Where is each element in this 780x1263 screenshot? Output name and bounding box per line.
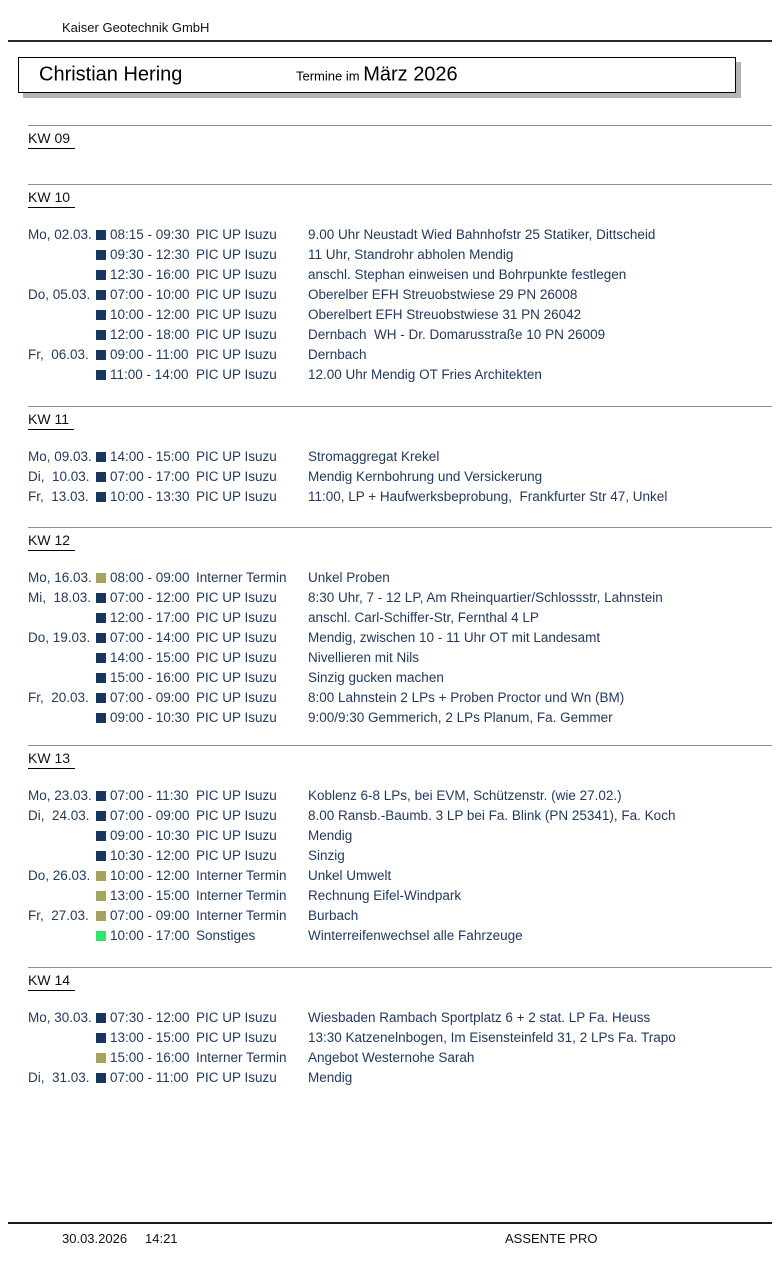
- appointment-rows: [0, 1007, 780, 1087]
- time-range-cell: 10:00 - 17:00: [110, 928, 190, 943]
- time-range-cell: 09:00 - 10:30: [110, 828, 190, 843]
- description-cell: Oberelbert EFH Streuobstwiese 31 PN 26042: [308, 307, 582, 322]
- time-range-cell: 14:00 - 15:00: [110, 449, 190, 464]
- category-cell: PIC UP Isuzu: [196, 808, 277, 823]
- category-color-icon: [96, 653, 106, 663]
- time-range-cell: 14:00 - 15:00: [110, 650, 190, 665]
- appointment-row: [0, 224, 780, 244]
- description-cell: anschl. Stephan einweisen und Bohrpunkte festlegen: [308, 267, 627, 282]
- appointment-row: [0, 1067, 780, 1087]
- appointment-row: [0, 627, 780, 647]
- description-cell: 11 Uhr, Standrohr abholen Mendig: [308, 247, 514, 262]
- title-box: [18, 57, 736, 93]
- category-color-icon: [96, 693, 106, 703]
- category-cell: PIC UP Isuzu: [196, 590, 277, 605]
- category-cell: PIC UP Isuzu: [196, 788, 277, 803]
- day-date-cell: Do, 26.03.: [28, 868, 91, 883]
- description-cell: Mendig Kernbohrung und Versickerung: [308, 469, 543, 484]
- category-cell: PIC UP Isuzu: [196, 449, 277, 464]
- appointment-row: [0, 885, 780, 905]
- category-color-icon: [96, 573, 106, 583]
- week-divider: [28, 184, 772, 185]
- description-cell: 11:00, LP + Haufwerksbeprobung, Frankfurter Str 47, Unkel: [308, 489, 668, 504]
- category-color-icon: [96, 891, 106, 901]
- appointment-rows: [0, 785, 780, 945]
- time-range-cell: 07:00 - 17:00: [110, 469, 190, 484]
- category-cell: PIC UP Isuzu: [196, 287, 277, 302]
- category-cell: PIC UP Isuzu: [196, 327, 277, 342]
- description-cell: Dernbach: [308, 347, 367, 362]
- appointment-row: [0, 1047, 780, 1067]
- time-range-cell: 07:00 - 11:00: [110, 1070, 189, 1085]
- category-cell: PIC UP Isuzu: [196, 367, 277, 382]
- description-cell: 8:00 Lahnstein 2 LPs + Proben Proctor und Wn (BM): [308, 690, 625, 705]
- category-cell: Interner Termin: [196, 908, 287, 923]
- time-range-cell: 10:00 - 12:00: [110, 868, 190, 883]
- appointment-row: [0, 687, 780, 707]
- appointment-row: [0, 486, 780, 506]
- category-cell: PIC UP Isuzu: [196, 1070, 277, 1085]
- description-cell: Koblenz 6-8 LPs, bei EVM, Schützenstr. (wie 27.02.): [308, 788, 622, 803]
- category-color-icon: [96, 851, 106, 861]
- week-label: KW 13: [28, 750, 75, 769]
- appointment-row: [0, 707, 780, 727]
- appointment-row: [0, 667, 780, 687]
- time-range-cell: 08:00 - 09:00: [110, 570, 190, 585]
- day-date-cell: Do, 19.03.: [28, 630, 91, 645]
- footer-divider: [8, 1222, 772, 1224]
- category-color-icon: [96, 911, 106, 921]
- description-cell: Sinzig: [308, 848, 345, 863]
- time-range-cell: 12:30 - 16:00: [110, 267, 190, 282]
- appointment-row: [0, 567, 780, 587]
- appointment-row: [0, 647, 780, 667]
- week-label: KW 14: [28, 972, 75, 991]
- app-name: ASSENTE PRO: [505, 1231, 598, 1246]
- appointment-row: [0, 925, 780, 945]
- description-cell: Mendig, zwischen 10 - 11 Uhr OT mit Landesamt: [308, 630, 601, 645]
- category-color-icon: [96, 1053, 106, 1063]
- category-cell: PIC UP Isuzu: [196, 267, 277, 282]
- description-cell: Dernbach WH - Dr. Domarusstraße 10 PN 26009: [308, 327, 606, 342]
- day-date-cell: Fr, 27.03.: [28, 908, 89, 923]
- appointment-row: [0, 304, 780, 324]
- appointment-row: [0, 587, 780, 607]
- category-color-icon: [96, 230, 106, 240]
- week-label: KW 10: [28, 189, 75, 208]
- time-range-cell: 07:00 - 10:00: [110, 287, 190, 302]
- description-cell: Unkel Proben: [308, 570, 390, 585]
- category-cell: PIC UP Isuzu: [196, 489, 277, 504]
- appointment-row: [0, 865, 780, 885]
- time-range-cell: 09:00 - 10:30: [110, 710, 190, 725]
- time-range-cell: 15:00 - 16:00: [110, 670, 190, 685]
- category-cell: PIC UP Isuzu: [196, 610, 277, 625]
- appointment-row: [0, 466, 780, 486]
- time-range-cell: 15:00 - 16:00: [110, 1050, 190, 1065]
- appointment-row: [0, 905, 780, 925]
- week-divider: [28, 967, 772, 968]
- day-date-cell: Mo, 09.03.: [28, 449, 92, 464]
- category-color-icon: [96, 472, 106, 482]
- category-color-icon: [96, 452, 106, 462]
- appointment-row: [0, 845, 780, 865]
- category-color-icon: [96, 290, 106, 300]
- category-color-icon: [96, 492, 106, 502]
- description-cell: Rechnung Eifel-Windpark: [308, 888, 462, 903]
- category-cell: PIC UP Isuzu: [196, 227, 277, 242]
- day-date-cell: Mi, 18.03.: [28, 590, 92, 605]
- time-range-cell: 07:00 - 09:00: [110, 908, 190, 923]
- appointment-row: [0, 244, 780, 264]
- description-cell: 13:30 Katzenelnbogen, Im Eisensteinfeld 31, 2 LPs Fa. Trapo: [308, 1030, 676, 1045]
- time-range-cell: 08:15 - 09:30: [110, 227, 190, 242]
- category-color-icon: [96, 831, 106, 841]
- category-color-icon: [96, 310, 106, 320]
- time-range-cell: 07:00 - 11:30: [110, 788, 189, 803]
- time-range-cell: 09:30 - 12:30: [110, 247, 190, 262]
- person-name: Christian Hering: [39, 63, 183, 86]
- time-range-cell: 07:00 - 09:00: [110, 808, 190, 823]
- category-color-icon: [96, 1033, 106, 1043]
- appointment-row: [0, 785, 780, 805]
- category-cell: Interner Termin: [196, 868, 287, 883]
- category-cell: PIC UP Isuzu: [196, 650, 277, 665]
- description-cell: 12.00 Uhr Mendig OT Fries Architekten: [308, 367, 542, 382]
- description-cell: 9:00/9:30 Gemmerich, 2 LPs Planum, Fa. Gemmer: [308, 710, 613, 725]
- week-divider: [28, 125, 772, 126]
- category-cell: Sonstiges: [196, 928, 256, 943]
- category-cell: Interner Termin: [196, 888, 287, 903]
- appointment-rows: [0, 446, 780, 506]
- time-range-cell: 07:00 - 12:00: [110, 590, 190, 605]
- category-cell: PIC UP Isuzu: [196, 630, 277, 645]
- week-divider: [28, 745, 772, 746]
- description-cell: 8:30 Uhr, 7 - 12 LP, Am Rheinquartier/Schlossstr, Lahnstein: [308, 590, 663, 605]
- category-color-icon: [96, 370, 106, 380]
- day-date-cell: Fr, 06.03.: [28, 347, 89, 362]
- appointment-rows: [0, 224, 780, 384]
- appointment-row: [0, 344, 780, 364]
- description-cell: 8.00 Ransb.-Baumb. 3 LP bei Fa. Blink (PN 25341), Fa. Koch: [308, 808, 676, 823]
- time-range-cell: 13:00 - 15:00: [110, 888, 190, 903]
- category-cell: PIC UP Isuzu: [196, 247, 277, 262]
- description-cell: Mendig: [308, 828, 353, 843]
- category-color-icon: [96, 330, 106, 340]
- day-date-cell: Di, 31.03.: [28, 1070, 90, 1085]
- description-cell: anschl. Carl-Schiffer-Str, Fernthal 4 LP: [308, 610, 539, 625]
- category-color-icon: [96, 673, 106, 683]
- week-divider: [28, 527, 772, 528]
- category-color-icon: [96, 1013, 106, 1023]
- description-cell: Burbach: [308, 908, 359, 923]
- day-date-cell: Mo, 02.03.: [28, 227, 92, 242]
- category-color-icon: [96, 791, 106, 801]
- time-range-cell: 11:00 - 14:00: [110, 367, 189, 382]
- title-prefix: Termine im: [296, 68, 364, 84]
- header-divider: [8, 40, 772, 42]
- description-cell: Winterreifenwechsel alle Fahrzeuge: [308, 928, 523, 943]
- print-time: 14:21: [145, 1231, 178, 1246]
- category-color-icon: [96, 811, 106, 821]
- appointment-row: [0, 364, 780, 384]
- week-label: KW 11: [28, 411, 74, 430]
- week-label: KW 12: [28, 532, 75, 551]
- description-cell: Stromaggregat Krekel: [308, 449, 440, 464]
- description-cell: Mendig: [308, 1070, 353, 1085]
- category-color-icon: [96, 350, 106, 360]
- time-range-cell: 10:30 - 12:00: [110, 848, 190, 863]
- category-color-icon: [96, 613, 106, 623]
- week-label: KW 09: [28, 130, 75, 149]
- category-cell: PIC UP Isuzu: [196, 710, 277, 725]
- week-divider: [28, 406, 772, 407]
- category-cell: PIC UP Isuzu: [196, 347, 277, 362]
- day-date-cell: Di, 10.03.: [28, 469, 90, 484]
- description-cell: Oberelber EFH Streuobstwiese 29 PN 26008: [308, 287, 578, 302]
- description-cell: Nivellieren mit Nils: [308, 650, 420, 665]
- appointment-row: [0, 264, 780, 284]
- appointment-row: [0, 446, 780, 466]
- category-color-icon: [96, 931, 106, 941]
- report-title: [296, 64, 458, 87]
- time-range-cell: 09:00 - 11:00: [110, 347, 189, 362]
- category-color-icon: [96, 250, 106, 260]
- appointment-rows: [0, 567, 780, 727]
- description-cell: Unkel Umwelt: [308, 868, 392, 883]
- description-cell: Sinzig gucken machen: [308, 670, 444, 685]
- title-month: März 2026: [363, 63, 458, 86]
- day-date-cell: Mo, 23.03.: [28, 788, 92, 803]
- time-range-cell: 10:00 - 13:30: [110, 489, 190, 504]
- time-range-cell: 12:00 - 18:00: [110, 327, 190, 342]
- category-cell: PIC UP Isuzu: [196, 469, 277, 484]
- appointment-row: [0, 1007, 780, 1027]
- category-color-icon: [96, 593, 106, 603]
- description-cell: 9.00 Uhr Neustadt Wied Bahnhofstr 25 Statiker, Dittscheid: [308, 227, 656, 242]
- print-date: 30.03.2026: [62, 1231, 128, 1246]
- category-cell: PIC UP Isuzu: [196, 307, 277, 322]
- day-date-cell: Di, 24.03.: [28, 808, 90, 823]
- category-cell: PIC UP Isuzu: [196, 1030, 277, 1045]
- day-date-cell: Mo, 30.03.: [28, 1010, 92, 1025]
- category-cell: Interner Termin: [196, 570, 287, 585]
- day-date-cell: Do, 05.03.: [28, 287, 91, 302]
- category-color-icon: [96, 633, 106, 643]
- category-color-icon: [96, 871, 106, 881]
- time-range-cell: 10:00 - 12:00: [110, 307, 190, 322]
- appointment-row: [0, 1027, 780, 1047]
- appointment-row: [0, 805, 780, 825]
- day-date-cell: Mo, 16.03.: [28, 570, 92, 585]
- category-cell: PIC UP Isuzu: [196, 848, 277, 863]
- appointment-row: [0, 607, 780, 627]
- company-name: Kaiser Geotechnik GmbH: [62, 20, 210, 35]
- category-cell: PIC UP Isuzu: [196, 690, 277, 705]
- time-range-cell: 07:30 - 12:00: [110, 1010, 190, 1025]
- appointment-row: [0, 284, 780, 304]
- time-range-cell: 13:00 - 15:00: [110, 1030, 190, 1045]
- time-range-cell: 07:00 - 14:00: [110, 630, 190, 645]
- time-range-cell: 12:00 - 17:00: [110, 610, 190, 625]
- description-cell: Wiesbaden Rambach Sportplatz 6 + 2 stat. LP Fa. Heuss: [308, 1010, 651, 1025]
- category-cell: PIC UP Isuzu: [196, 1010, 277, 1025]
- category-color-icon: [96, 1073, 106, 1083]
- description-cell: Angebot Westernohe Sarah: [308, 1050, 475, 1065]
- category-cell: PIC UP Isuzu: [196, 828, 277, 843]
- appointment-row: [0, 324, 780, 344]
- time-range-cell: 07:00 - 09:00: [110, 690, 190, 705]
- day-date-cell: Fr, 13.03.: [28, 489, 89, 504]
- category-color-icon: [96, 270, 106, 280]
- category-color-icon: [96, 713, 106, 723]
- category-cell: Interner Termin: [196, 1050, 287, 1065]
- appointment-row: [0, 825, 780, 845]
- category-cell: PIC UP Isuzu: [196, 670, 277, 685]
- day-date-cell: Fr, 20.03.: [28, 690, 89, 705]
